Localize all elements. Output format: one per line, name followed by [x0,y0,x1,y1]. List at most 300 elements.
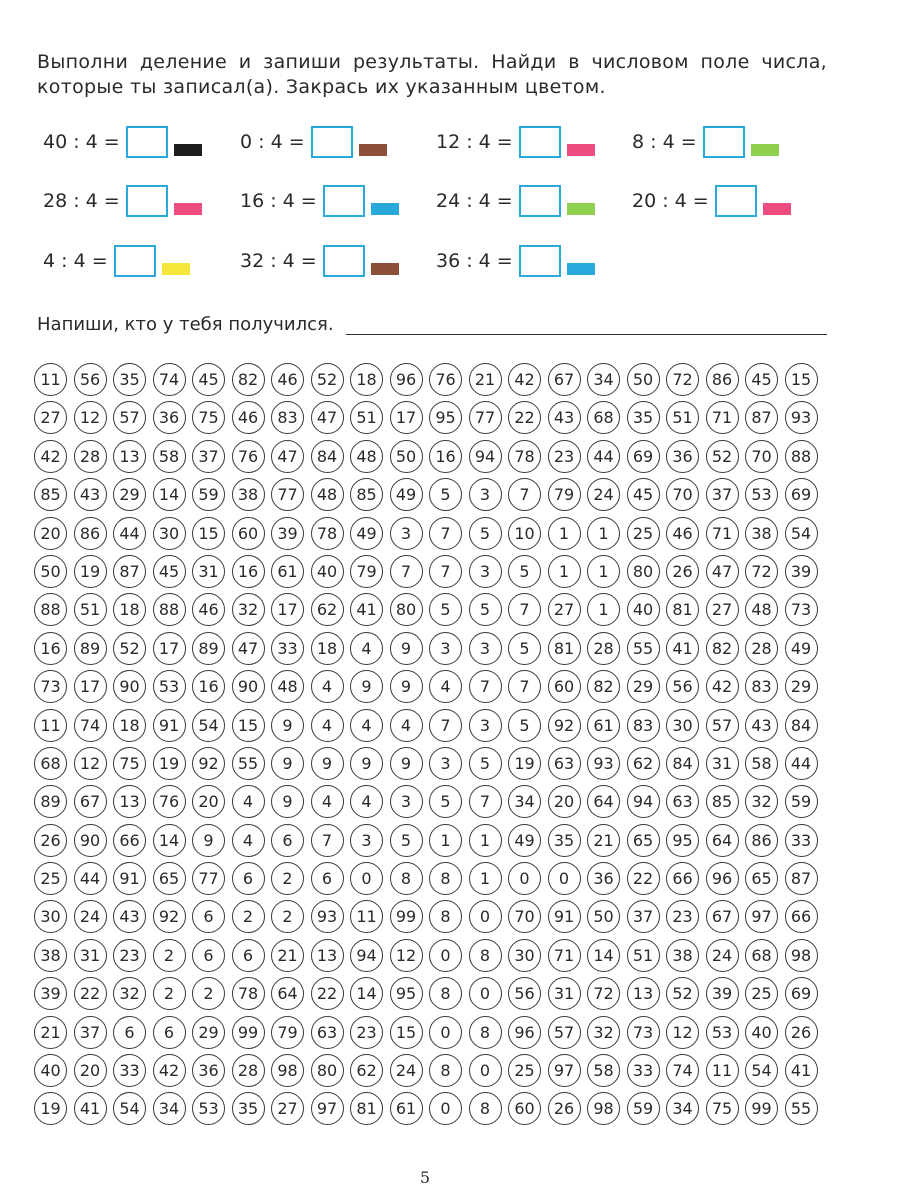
number-circle[interactable]: 87 [745,401,778,434]
number-circle[interactable]: 46 [666,517,699,550]
number-circle[interactable]: 21 [469,363,502,396]
number-circle[interactable]: 40 [627,593,660,626]
number-circle[interactable]: 88 [153,593,186,626]
number-circle[interactable]: 94 [350,939,383,972]
number-circle[interactable]: 82 [706,632,739,665]
number-circle[interactable]: 34 [666,1092,699,1125]
number-circle[interactable]: 18 [311,632,344,665]
number-circle[interactable]: 83 [745,670,778,703]
number-circle[interactable]: 69 [785,977,818,1010]
number-circle[interactable]: 6 [311,862,344,895]
number-circle[interactable]: 10 [508,517,541,550]
number-circle[interactable]: 41 [666,632,699,665]
number-circle[interactable]: 33 [271,632,304,665]
number-circle[interactable]: 65 [745,862,778,895]
number-circle[interactable]: 82 [587,670,620,703]
number-circle[interactable]: 0 [469,977,502,1010]
number-circle[interactable]: 98 [785,939,818,972]
number-circle[interactable]: 67 [706,900,739,933]
number-circle[interactable]: 20 [34,517,67,550]
answer-box[interactable] [323,185,365,217]
number-circle[interactable]: 13 [113,440,146,473]
number-circle[interactable]: 14 [350,977,383,1010]
number-circle[interactable]: 3 [469,555,502,588]
number-circle[interactable]: 71 [548,939,581,972]
number-circle[interactable]: 22 [311,977,344,1010]
number-circle[interactable]: 7 [429,517,462,550]
number-circle[interactable]: 86 [745,824,778,857]
number-circle[interactable]: 94 [627,785,660,818]
number-circle[interactable]: 62 [627,747,660,780]
number-circle[interactable]: 95 [429,401,462,434]
number-circle[interactable]: 7 [469,785,502,818]
number-circle[interactable]: 58 [587,1054,620,1087]
number-circle[interactable]: 8 [429,900,462,933]
number-circle[interactable]: 32 [232,593,265,626]
number-circle[interactable]: 20 [548,785,581,818]
number-circle[interactable]: 38 [666,939,699,972]
number-circle[interactable]: 8 [429,862,462,895]
number-circle[interactable]: 9 [350,670,383,703]
number-circle[interactable]: 2 [192,977,225,1010]
number-circle[interactable]: 60 [232,517,265,550]
number-circle[interactable]: 52 [311,363,344,396]
number-circle[interactable]: 1 [587,593,620,626]
number-circle[interactable]: 7 [429,555,462,588]
number-circle[interactable]: 97 [548,1054,581,1087]
number-circle[interactable]: 80 [390,593,423,626]
answer-box[interactable] [311,126,353,158]
number-circle[interactable]: 39 [706,977,739,1010]
number-circle[interactable]: 49 [350,517,383,550]
number-circle[interactable]: 2 [271,862,304,895]
number-circle[interactable]: 97 [745,900,778,933]
number-circle[interactable]: 5 [469,747,502,780]
number-circle[interactable]: 95 [390,977,423,1010]
number-circle[interactable]: 29 [785,670,818,703]
answer-box[interactable] [703,126,745,158]
answer-box[interactable] [126,185,168,217]
number-circle[interactable]: 5 [429,593,462,626]
number-circle[interactable]: 73 [627,1016,660,1049]
number-circle[interactable]: 72 [587,977,620,1010]
number-circle[interactable]: 8 [390,862,423,895]
number-circle[interactable]: 43 [548,401,581,434]
number-circle[interactable]: 7 [508,670,541,703]
number-circle[interactable]: 9 [390,670,423,703]
number-circle[interactable]: 76 [429,363,462,396]
number-circle[interactable]: 54 [192,709,225,742]
number-circle[interactable]: 28 [232,1054,265,1087]
number-circle[interactable]: 70 [508,900,541,933]
number-circle[interactable]: 49 [785,632,818,665]
number-circle[interactable]: 32 [113,977,146,1010]
number-circle[interactable]: 99 [745,1092,778,1125]
number-circle[interactable]: 73 [34,670,67,703]
number-circle[interactable]: 23 [350,1016,383,1049]
number-circle[interactable]: 69 [785,478,818,511]
number-circle[interactable]: 96 [706,862,739,895]
number-circle[interactable]: 3 [390,785,423,818]
number-circle[interactable]: 72 [745,555,778,588]
number-circle[interactable]: 5 [508,555,541,588]
number-circle[interactable]: 75 [192,401,225,434]
number-circle[interactable]: 39 [34,977,67,1010]
number-circle[interactable]: 29 [113,478,146,511]
number-circle[interactable]: 0 [469,1054,502,1087]
number-circle[interactable]: 40 [745,1016,778,1049]
number-circle[interactable]: 22 [627,862,660,895]
number-circle[interactable]: 42 [153,1054,186,1087]
number-circle[interactable]: 24 [74,900,107,933]
number-circle[interactable]: 91 [548,900,581,933]
number-circle[interactable]: 85 [34,478,67,511]
number-circle[interactable]: 25 [34,862,67,895]
number-circle[interactable]: 84 [785,709,818,742]
number-circle[interactable]: 34 [587,363,620,396]
number-circle[interactable]: 65 [153,862,186,895]
number-circle[interactable]: 13 [627,977,660,1010]
number-circle[interactable]: 3 [469,709,502,742]
answer-box[interactable] [114,245,156,277]
number-circle[interactable]: 86 [74,517,107,550]
number-circle[interactable]: 13 [311,939,344,972]
number-circle[interactable]: 63 [548,747,581,780]
number-circle[interactable]: 64 [587,785,620,818]
number-circle[interactable]: 9 [271,785,304,818]
number-circle[interactable]: 45 [627,478,660,511]
number-circle[interactable]: 55 [785,1092,818,1125]
number-circle[interactable]: 32 [587,1016,620,1049]
number-circle[interactable]: 12 [74,401,107,434]
number-circle[interactable]: 4 [232,785,265,818]
number-circle[interactable]: 92 [192,747,225,780]
number-circle[interactable]: 18 [350,363,383,396]
number-circle[interactable]: 9 [350,747,383,780]
number-circle[interactable]: 81 [666,593,699,626]
number-circle[interactable]: 49 [508,824,541,857]
number-circle[interactable]: 55 [232,747,265,780]
number-circle[interactable]: 31 [548,977,581,1010]
number-circle[interactable]: 6 [153,1016,186,1049]
number-circle[interactable]: 44 [113,517,146,550]
number-circle[interactable]: 85 [350,478,383,511]
number-circle[interactable]: 86 [706,363,739,396]
number-circle[interactable]: 50 [390,440,423,473]
number-circle[interactable]: 6 [271,824,304,857]
number-circle[interactable]: 2 [153,977,186,1010]
number-circle[interactable]: 67 [74,785,107,818]
number-circle[interactable]: 21 [587,824,620,857]
number-circle[interactable]: 1 [429,824,462,857]
number-circle[interactable]: 21 [34,1016,67,1049]
number-circle[interactable]: 3 [429,747,462,780]
number-circle[interactable]: 53 [192,1092,225,1125]
number-circle[interactable]: 93 [311,900,344,933]
number-circle[interactable]: 71 [706,517,739,550]
number-circle[interactable]: 0 [429,1016,462,1049]
number-circle[interactable]: 77 [271,478,304,511]
number-circle[interactable]: 84 [666,747,699,780]
number-circle[interactable]: 47 [271,440,304,473]
number-circle[interactable]: 18 [113,709,146,742]
number-circle[interactable]: 35 [232,1092,265,1125]
number-circle[interactable]: 2 [271,900,304,933]
number-circle[interactable]: 39 [271,517,304,550]
number-circle[interactable]: 8 [469,1092,502,1125]
number-circle[interactable]: 11 [350,900,383,933]
number-circle[interactable]: 16 [34,632,67,665]
number-circle[interactable]: 17 [153,632,186,665]
number-circle[interactable]: 46 [232,401,265,434]
number-circle[interactable]: 28 [745,632,778,665]
number-circle[interactable]: 30 [666,709,699,742]
number-circle[interactable]: 9 [311,747,344,780]
number-circle[interactable]: 66 [666,862,699,895]
answer-box[interactable] [519,185,561,217]
number-circle[interactable]: 48 [311,478,344,511]
number-circle[interactable]: 90 [74,824,107,857]
number-circle[interactable]: 5 [508,709,541,742]
number-circle[interactable]: 31 [192,555,225,588]
number-circle[interactable]: 9 [192,824,225,857]
number-circle[interactable]: 51 [627,939,660,972]
number-circle[interactable]: 3 [350,824,383,857]
number-circle[interactable]: 42 [706,670,739,703]
number-circle[interactable]: 70 [666,478,699,511]
number-circle[interactable]: 35 [548,824,581,857]
number-circle[interactable]: 50 [34,555,67,588]
number-circle[interactable]: 79 [548,478,581,511]
number-circle[interactable]: 77 [469,401,502,434]
number-circle[interactable]: 30 [153,517,186,550]
number-circle[interactable]: 51 [666,401,699,434]
number-circle[interactable]: 56 [74,363,107,396]
number-circle[interactable]: 2 [232,900,265,933]
number-circle[interactable]: 26 [34,824,67,857]
number-circle[interactable]: 15 [390,1016,423,1049]
number-circle[interactable]: 58 [153,440,186,473]
number-circle[interactable]: 6 [192,939,225,972]
number-circle[interactable]: 47 [232,632,265,665]
number-circle[interactable]: 61 [271,555,304,588]
number-circle[interactable]: 14 [153,824,186,857]
number-circle[interactable]: 85 [706,785,739,818]
number-circle[interactable]: 5 [508,632,541,665]
answer-box[interactable] [323,245,365,277]
number-circle[interactable]: 4 [311,670,344,703]
number-circle[interactable]: 59 [785,785,818,818]
number-circle[interactable]: 6 [192,900,225,933]
number-circle[interactable]: 74 [666,1054,699,1087]
number-circle[interactable]: 0 [508,862,541,895]
number-circle[interactable]: 43 [745,709,778,742]
number-circle[interactable]: 29 [192,1016,225,1049]
number-circle[interactable]: 52 [113,632,146,665]
number-circle[interactable]: 68 [34,747,67,780]
number-circle[interactable]: 48 [745,593,778,626]
number-circle[interactable]: 49 [390,478,423,511]
number-circle[interactable]: 7 [390,555,423,588]
number-circle[interactable]: 57 [113,401,146,434]
number-circle[interactable]: 27 [271,1092,304,1125]
number-circle[interactable]: 0 [469,900,502,933]
number-circle[interactable]: 91 [153,709,186,742]
answer-line[interactable] [346,318,827,335]
number-circle[interactable]: 53 [153,670,186,703]
number-circle[interactable]: 75 [113,747,146,780]
number-circle[interactable]: 30 [34,900,67,933]
number-circle[interactable]: 89 [34,785,67,818]
number-circle[interactable]: 20 [74,1054,107,1087]
number-circle[interactable]: 32 [745,785,778,818]
number-circle[interactable]: 35 [113,363,146,396]
number-circle[interactable]: 1 [469,824,502,857]
number-circle[interactable]: 43 [113,900,146,933]
number-circle[interactable]: 0 [429,1092,462,1125]
number-circle[interactable]: 63 [666,785,699,818]
number-circle[interactable]: 16 [232,555,265,588]
number-circle[interactable]: 7 [311,824,344,857]
number-circle[interactable]: 66 [113,824,146,857]
number-circle[interactable]: 22 [508,401,541,434]
number-circle[interactable]: 35 [627,401,660,434]
number-circle[interactable]: 61 [390,1092,423,1125]
number-circle[interactable]: 53 [745,478,778,511]
number-circle[interactable]: 6 [232,939,265,972]
number-circle[interactable]: 74 [74,709,107,742]
number-circle[interactable]: 12 [74,747,107,780]
answer-box[interactable] [519,126,561,158]
number-circle[interactable]: 27 [548,593,581,626]
number-circle[interactable]: 56 [666,670,699,703]
number-circle[interactable]: 1 [469,862,502,895]
number-circle[interactable]: 91 [113,862,146,895]
number-circle[interactable]: 1 [587,517,620,550]
number-circle[interactable]: 3 [429,632,462,665]
number-circle[interactable]: 93 [785,401,818,434]
number-circle[interactable]: 97 [311,1092,344,1125]
number-circle[interactable]: 3 [469,478,502,511]
number-circle[interactable]: 11 [34,363,67,396]
number-circle[interactable]: 33 [785,824,818,857]
number-circle[interactable]: 54 [785,517,818,550]
number-circle[interactable]: 90 [113,670,146,703]
number-circle[interactable]: 80 [311,1054,344,1087]
number-circle[interactable]: 7 [469,670,502,703]
number-circle[interactable]: 44 [74,862,107,895]
number-circle[interactable]: 9 [271,709,304,742]
number-circle[interactable]: 8 [469,1016,502,1049]
number-circle[interactable]: 26 [666,555,699,588]
number-circle[interactable]: 5 [469,593,502,626]
number-circle[interactable]: 50 [627,363,660,396]
number-circle[interactable]: 51 [74,593,107,626]
number-circle[interactable]: 37 [192,440,225,473]
number-circle[interactable]: 12 [390,939,423,972]
number-circle[interactable]: 51 [350,401,383,434]
number-circle[interactable]: 72 [666,363,699,396]
number-circle[interactable]: 17 [271,593,304,626]
number-circle[interactable]: 54 [113,1092,146,1125]
number-circle[interactable]: 0 [548,862,581,895]
number-circle[interactable]: 99 [390,900,423,933]
number-circle[interactable]: 63 [311,1016,344,1049]
number-circle[interactable]: 24 [587,478,620,511]
number-circle[interactable]: 79 [271,1016,304,1049]
number-circle[interactable]: 19 [153,747,186,780]
number-circle[interactable]: 23 [548,440,581,473]
number-circle[interactable]: 29 [627,670,660,703]
number-circle[interactable]: 41 [74,1092,107,1125]
number-circle[interactable]: 78 [232,977,265,1010]
number-circle[interactable]: 40 [311,555,344,588]
number-circle[interactable]: 46 [192,593,225,626]
number-circle[interactable]: 58 [745,747,778,780]
number-circle[interactable]: 37 [706,478,739,511]
number-circle[interactable]: 96 [508,1016,541,1049]
number-circle[interactable]: 4 [390,709,423,742]
number-circle[interactable]: 27 [706,593,739,626]
number-circle[interactable]: 38 [34,939,67,972]
number-circle[interactable]: 19 [508,747,541,780]
number-circle[interactable]: 41 [350,593,383,626]
number-circle[interactable]: 46 [271,363,304,396]
number-circle[interactable]: 42 [34,440,67,473]
number-circle[interactable]: 16 [192,670,225,703]
number-circle[interactable]: 77 [192,862,225,895]
number-circle[interactable]: 47 [311,401,344,434]
answer-box[interactable] [519,245,561,277]
number-circle[interactable]: 28 [74,440,107,473]
number-circle[interactable]: 24 [390,1054,423,1087]
number-circle[interactable]: 88 [785,440,818,473]
number-circle[interactable]: 7 [508,478,541,511]
number-circle[interactable]: 45 [153,555,186,588]
number-circle[interactable]: 6 [113,1016,146,1049]
number-circle[interactable]: 95 [666,824,699,857]
number-circle[interactable]: 96 [390,363,423,396]
number-circle[interactable]: 11 [34,709,67,742]
number-circle[interactable]: 42 [508,363,541,396]
number-circle[interactable]: 56 [508,977,541,1010]
number-circle[interactable]: 33 [113,1054,146,1087]
number-circle[interactable]: 37 [627,900,660,933]
number-circle[interactable]: 54 [745,1054,778,1087]
number-circle[interactable]: 99 [232,1016,265,1049]
number-circle[interactable]: 81 [350,1092,383,1125]
number-circle[interactable]: 4 [350,785,383,818]
number-circle[interactable]: 52 [666,977,699,1010]
number-circle[interactable]: 25 [627,517,660,550]
number-circle[interactable]: 16 [429,440,462,473]
number-circle[interactable]: 8 [429,977,462,1010]
number-circle[interactable]: 6 [232,862,265,895]
number-circle[interactable]: 24 [706,939,739,972]
answer-box[interactable] [126,126,168,158]
number-circle[interactable]: 52 [706,440,739,473]
number-circle[interactable]: 68 [745,939,778,972]
number-circle[interactable]: 4 [350,709,383,742]
number-circle[interactable]: 8 [429,1054,462,1087]
number-circle[interactable]: 9 [390,632,423,665]
number-circle[interactable]: 60 [508,1092,541,1125]
number-circle[interactable]: 70 [745,440,778,473]
number-circle[interactable]: 4 [350,632,383,665]
number-circle[interactable]: 1 [548,555,581,588]
number-circle[interactable]: 36 [153,401,186,434]
number-circle[interactable]: 90 [232,670,265,703]
